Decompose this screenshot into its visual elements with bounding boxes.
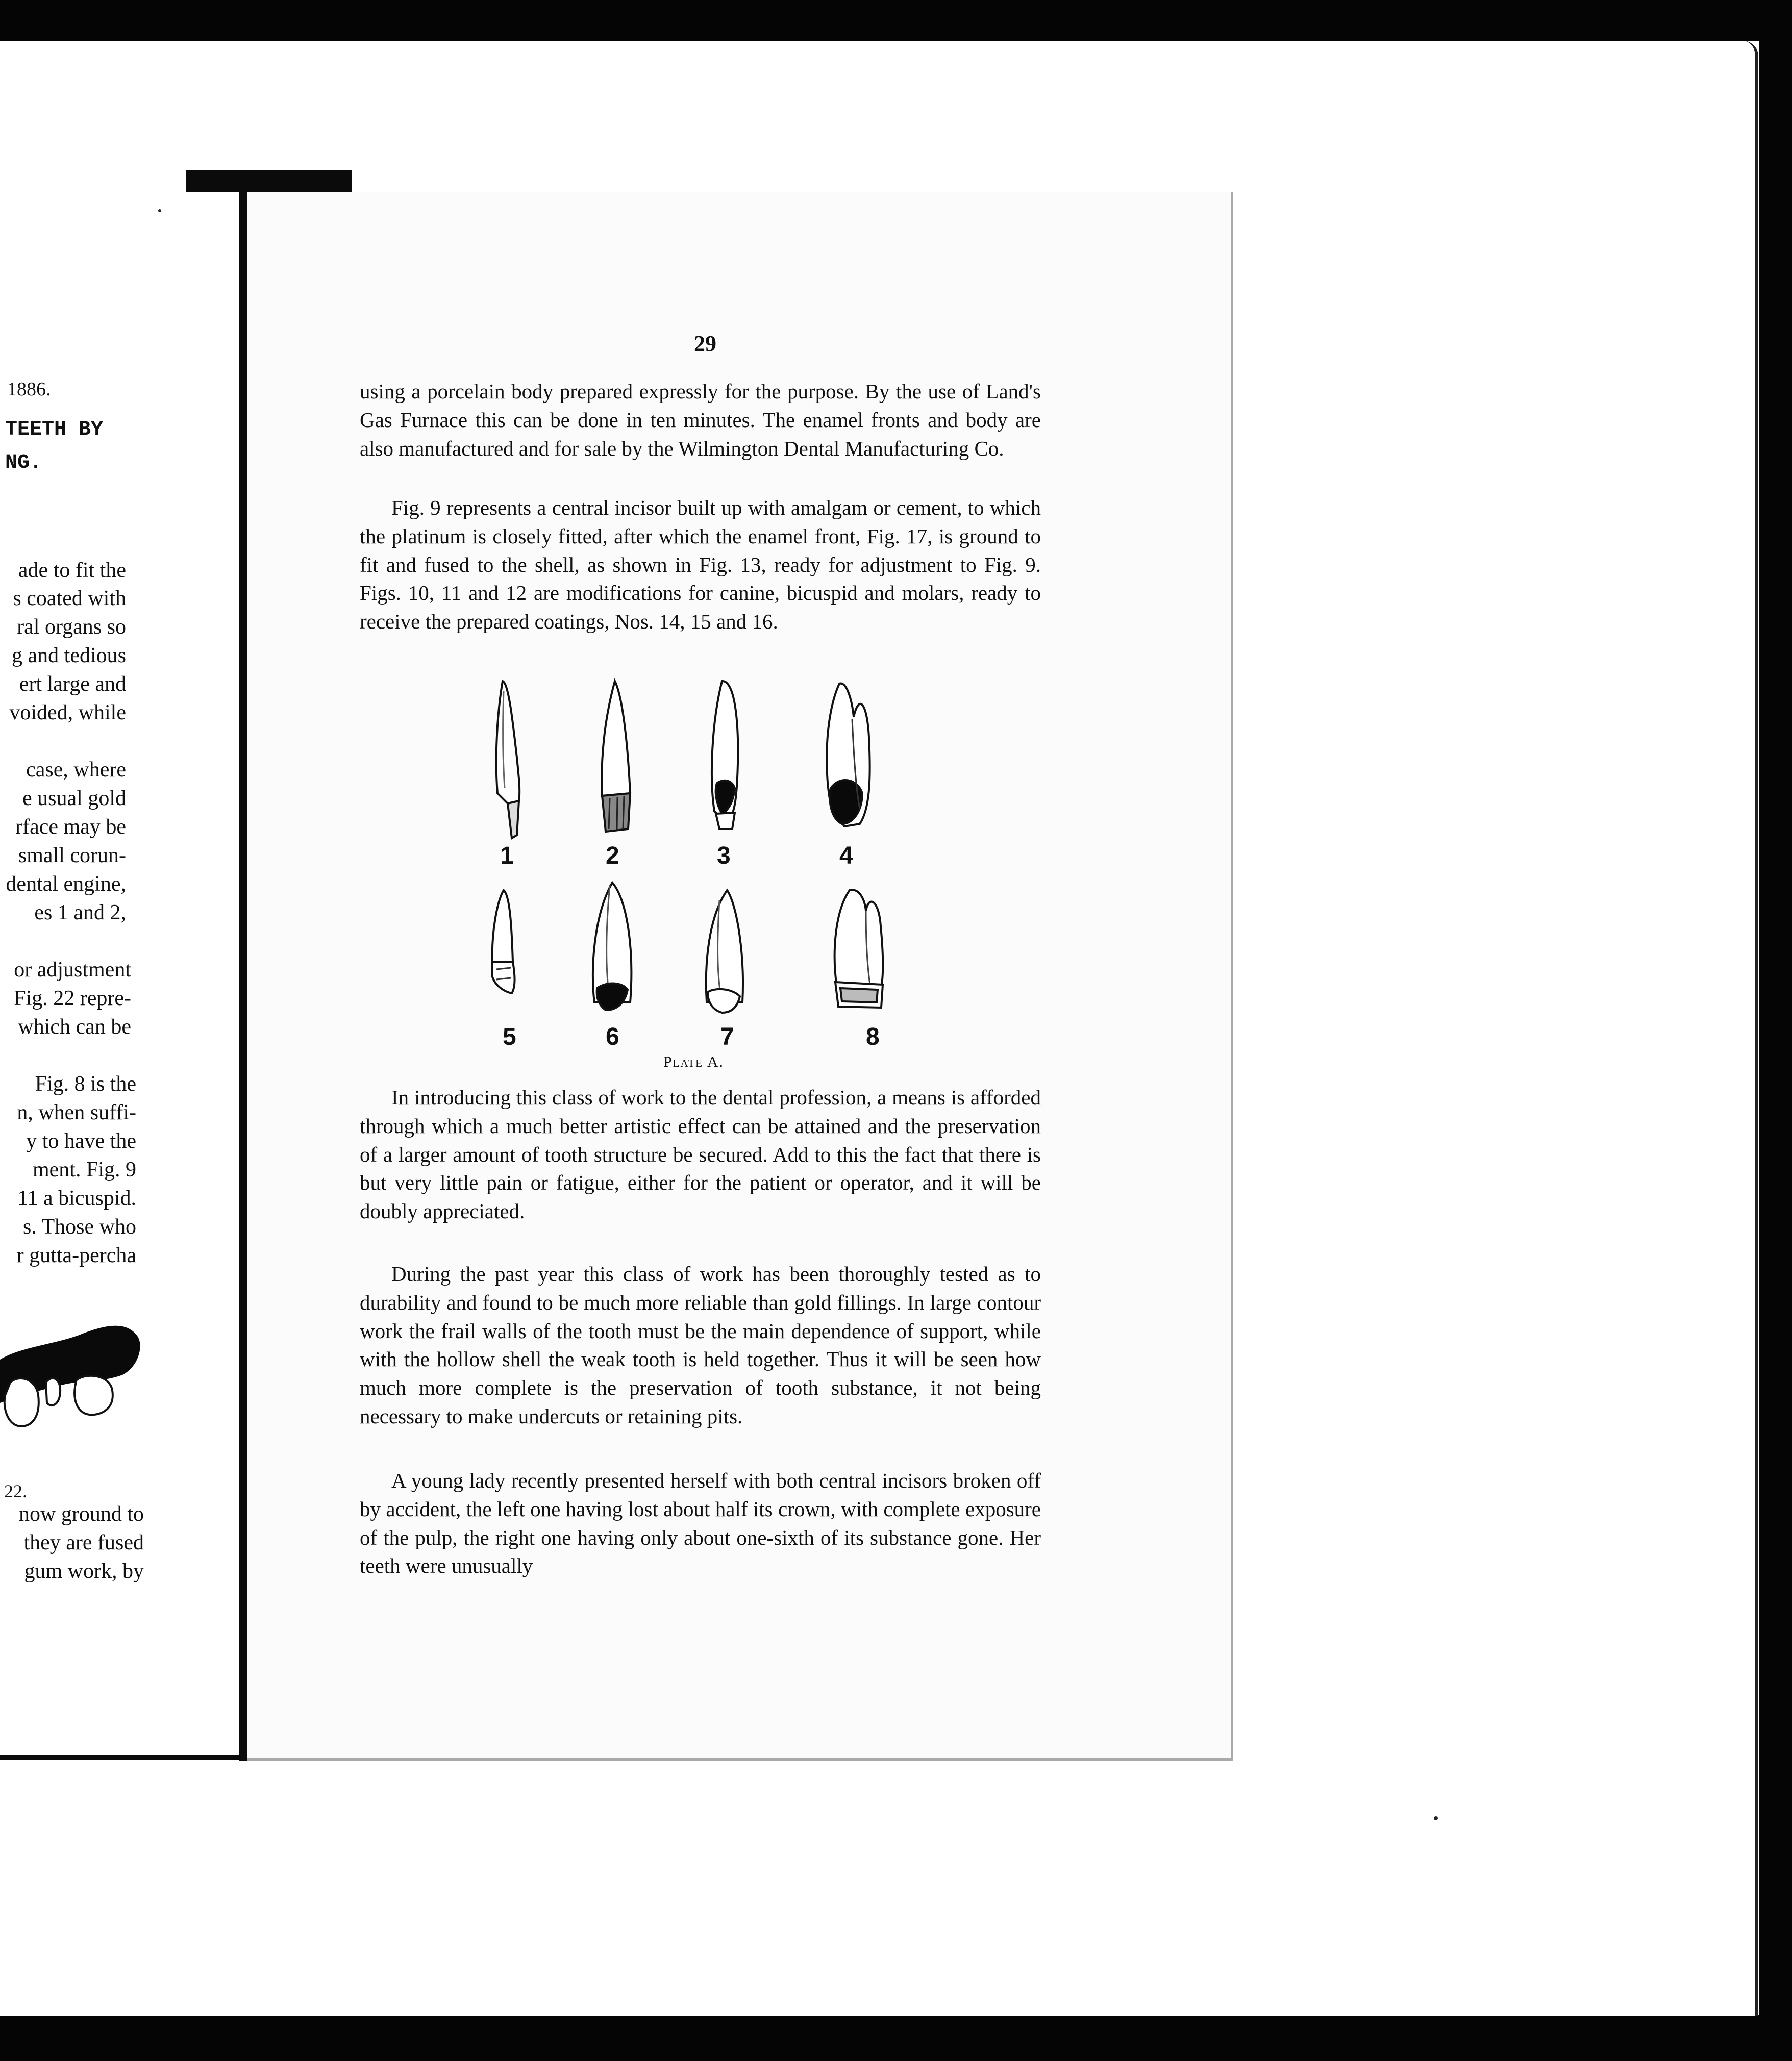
- figure-number: 8: [866, 1023, 880, 1050]
- left-page-line: g and tedious: [12, 644, 126, 667]
- figure-number: 4: [839, 842, 853, 869]
- paragraph: During the past year this class of work has been thoroughly tested as to durability and found to be much more reliable than gold fillings. In large contour work the frail walls of the tooth must be the main dependence of support, while with the hollow shell the weak tooth is held together. Thus it will be seen how much more complete is the preservation of tooth substance, it not being necessary to make undercuts or retaining pits.: [360, 1262, 1041, 1428]
- left-page-line: 11 a bicuspid.: [17, 1187, 136, 1210]
- left-page-line: n, when suffi-: [17, 1101, 136, 1124]
- left-page-line: voided, while: [9, 701, 126, 724]
- scan-border-bottom: [0, 2015, 1792, 2061]
- left-page-line: or adjustment: [14, 958, 131, 982]
- left-page-line: r gutta-percha: [16, 1244, 136, 1267]
- tooth-figure-5: [492, 890, 515, 993]
- tooth-figure-4: [827, 684, 870, 826]
- left-page-line: small corun-: [18, 844, 126, 867]
- figure-number: 2: [606, 842, 619, 869]
- left-page-bottom-line: they are fused: [23, 1531, 144, 1554]
- left-page-line: s. Those who: [22, 1215, 136, 1239]
- left-page-line: Fig. 8 is the: [35, 1072, 136, 1096]
- figure-number: 1: [500, 842, 514, 869]
- tooth-figure-6: [593, 883, 631, 1010]
- tooth-figure-8: [835, 890, 883, 1008]
- left-page-bottom-line: gum work, by: [24, 1560, 144, 1583]
- scan-speck: [1434, 1816, 1438, 1820]
- paragraph: In introducing this class of work to the dental profession, a means is afforded through which a much better artistic effect can be attained and the preservation of a larger amount of tooth structure be secured. Add to this the fact that there is but very little pain or fatigue, either for the patient or operator, and it will be doubly appreciated.: [360, 1086, 1041, 1223]
- tooth-figure-3: [712, 681, 738, 829]
- left-page-heading-line: TEETH BY: [5, 418, 104, 441]
- binding-clip: [186, 170, 352, 192]
- left-page-line: which can be: [18, 1015, 131, 1039]
- plate-a-illustration: [472, 676, 931, 1069]
- left-page-line: ert large and: [19, 672, 126, 696]
- left-page-bottom-line: now ground to: [19, 1502, 144, 1526]
- left-page-line: e usual gold: [22, 787, 126, 810]
- left-page-line: es 1 and 2,: [34, 901, 126, 924]
- page-spine: [239, 192, 247, 1761]
- page-number: 29: [694, 331, 716, 356]
- figure-number: 7: [720, 1023, 734, 1050]
- left-page-line: Fig. 22 repre-: [14, 987, 131, 1010]
- left-page-heading-line: NG.: [5, 451, 42, 474]
- left-page-line: rface may be: [15, 815, 126, 839]
- left-page-year: 1886.: [7, 379, 51, 400]
- figure-number: 5: [503, 1023, 516, 1050]
- tooth-figure-1: [496, 681, 520, 838]
- left-page-figure-label: 22.: [4, 1481, 27, 1501]
- left-page-line: ral organs so: [17, 615, 126, 639]
- paragraph: A young lady recently presented herself with both central incisors broken off by accident, the left one having lost about half its crown, with complete exposure of the pulp, the right one having only about one-sixth of its substance gone. Her teeth were unusually: [360, 1469, 1041, 1578]
- paragraph: using a porcelain body prepared expressly for the purpose. By the use of Land's Gas Furnace this can be done in ten minutes. The enamel fronts and body are also manufactured and for sale by the Wilmington Dental Manufacturing Co.: [360, 380, 1041, 460]
- left-page-line: dental engine,: [6, 872, 126, 896]
- left-page-dental-illustration: [0, 1298, 241, 1492]
- left-page-line: case, where: [26, 758, 126, 782]
- scan-speck: [158, 209, 161, 212]
- left-page-line: ade to fit the: [18, 559, 126, 582]
- left-page-bottom-edge: [0, 1755, 247, 1760]
- left-page-line: ment. Fig. 9: [32, 1158, 136, 1182]
- left-page-fragment: [0, 191, 241, 1760]
- figure-number: 3: [717, 842, 731, 869]
- figure-number: 6: [606, 1023, 619, 1050]
- left-page-line: s coated with: [13, 587, 126, 610]
- plate-caption: Plate A.: [663, 1053, 725, 1070]
- scan-border-right: [1759, 0, 1792, 2061]
- paragraph: Fig. 9 represents a central incisor built up with amalgam or cement, to which the platinum is closely fitted, after which the enamel front, Fig. 17, is ground to fit and fused to the shell, as shown in Fig. 13, ready for adjustment to Fig. 9. Figs. 10, 11 and 12 are modifications for canine, bicuspid and molars, ready to receive the prepared coatings, Nos. 14, 15 and 16.: [360, 496, 1041, 634]
- scan-border-top: [0, 0, 1792, 41]
- tooth-figure-7: [706, 890, 743, 1013]
- tooth-figure-2: [602, 681, 630, 832]
- left-page-line: y to have the: [26, 1129, 136, 1153]
